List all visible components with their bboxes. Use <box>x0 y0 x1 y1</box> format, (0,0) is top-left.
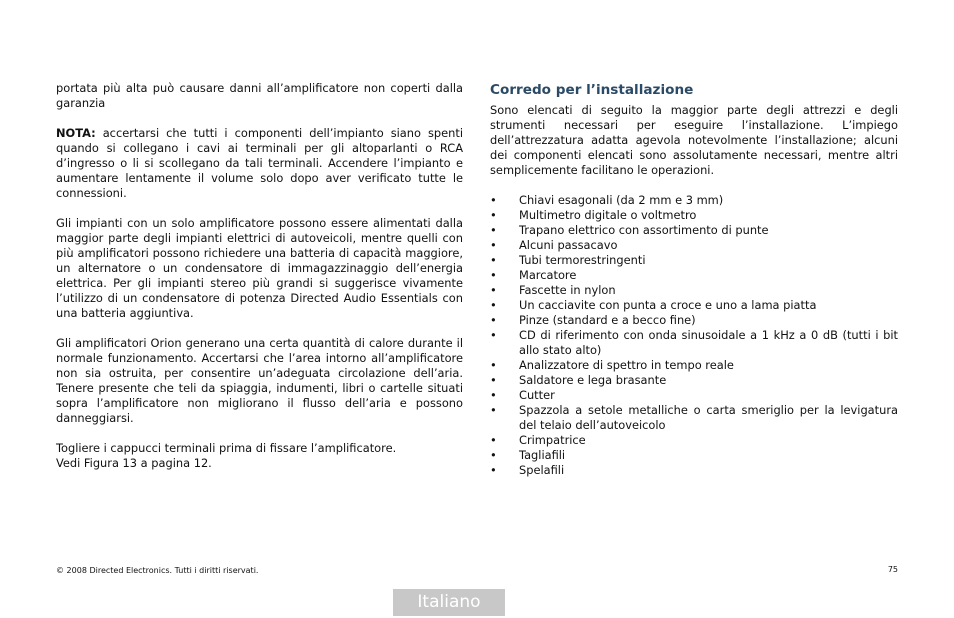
tool-list-item <box>490 403 898 433</box>
bullet-icon: • <box>490 328 497 342</box>
bullet-icon: • <box>490 238 497 252</box>
tool-list-item <box>490 448 898 463</box>
tool-label: Un cacciavite con punta a croce e uno a lama piatta <box>519 298 817 312</box>
bullet-icon: • <box>490 268 497 282</box>
left-column <box>56 81 463 471</box>
tool-label: Crimpatrice <box>519 433 586 447</box>
tool-list-item <box>490 463 898 478</box>
tool-label: Tagliafili <box>519 448 566 462</box>
tool-label: Saldatore e lega brasante <box>519 373 667 387</box>
bullet-icon: • <box>490 448 497 462</box>
bullet-icon: • <box>490 358 497 372</box>
tool-label: Chiavi esagonali (da 2 mm e 3 mm) <box>519 193 724 207</box>
bullet-icon: • <box>490 388 497 402</box>
tool-list-item <box>490 223 898 238</box>
paragraph-terminal-caps <box>56 441 463 471</box>
bullet-icon: • <box>490 193 497 207</box>
paragraph-warranty: portata più alta può causare danni all’amplificatore non coperti dalla garanzia <box>56 81 463 110</box>
bullet-icon: • <box>490 223 497 237</box>
bullet-icon: • <box>490 253 497 267</box>
tool-label: Fascette in nylon <box>519 283 616 297</box>
tool-label: Spelafili <box>519 463 565 477</box>
bullet-icon: • <box>490 298 497 312</box>
tool-list-item <box>490 373 898 388</box>
bullet-icon: • <box>490 403 497 417</box>
tool-label: Marcatore <box>519 268 577 282</box>
tool-list-item <box>490 328 898 358</box>
section-title: Corredo per l’installazione <box>490 82 694 98</box>
tool-list-item <box>490 388 898 403</box>
tools-list <box>490 193 898 478</box>
tool-list-item <box>490 313 898 328</box>
tool-list-item <box>490 358 898 373</box>
right-column <box>490 81 898 478</box>
note-text: accertarsi che tutti i componenti dell’impianto siano spenti quando si collegano i cavi ai terminali per gli altoparlanti o RCA d’ingresso o li si scollegano da tali terminali. Accendere l’impianto e aumentare lentamente il volume solo dopo aver verificato tutte le connessioni. <box>56 126 463 200</box>
tool-list-item <box>490 268 898 283</box>
bullet-icon: • <box>490 208 497 222</box>
bullet-icon: • <box>490 373 497 387</box>
tool-label: Cutter <box>519 388 555 402</box>
tool-label: CD di riferimento con onda sinusoidale a 1 kHz a 0 dB (tutti i bit allo stato alto) <box>519 328 898 357</box>
tool-label: Pinze (standard e a becco fine) <box>519 313 696 327</box>
paragraph-power-supply: Gli impianti con un solo amplificatore possono essere alimentati dalla maggior parte degli impianti elettrici di autoveicoli, mentre quelli con più amplificatori possono richiedere una batteria di capacità maggiore, un alternatore o un condensatore di immagazzinaggio dell’energia elettrica. Per gli impianti stereo più grandi si suggerisce vivamente l’utilizzo di un condensatore di potenza Directed Audio Essentials con una batteria aggiuntiva. <box>56 216 463 320</box>
tool-label: Multimetro digitale o voltmetro <box>519 208 697 222</box>
note-label: NOTA: <box>56 126 96 140</box>
tool-list-item <box>490 238 898 253</box>
tool-label: Alcuni passacavo <box>519 238 618 252</box>
bullet-icon: • <box>490 463 497 477</box>
paragraph-tools-intro: Sono elencati di seguito la maggior parte degli attrezzi e degli strumenti necessari per eseguire l’installazione. L’impiego dell’attrezzatura adatta agevola notevolmente l’installazione; alcuni dei componenti elencati sono assolutamente necessari, mentre altri semplicemente facilitano le operazioni. <box>490 103 898 177</box>
page-number: 75 <box>887 565 898 574</box>
tool-list-item <box>490 433 898 448</box>
bullet-icon: • <box>490 283 497 297</box>
figure-reference: Vedi Figura 13 a pagina 12. <box>56 456 212 470</box>
tool-list-item <box>490 208 898 223</box>
tool-list-item <box>490 283 898 298</box>
tool-label: Spazzola a setole metalliche o carta smeriglio per la levigatura del telaio dell’autoveicolo <box>519 403 898 432</box>
tool-list-item <box>490 298 898 313</box>
bullet-icon: • <box>490 313 497 327</box>
terminal-caps-line: Togliere i cappucci terminali prima di fissare l’amplificatore. <box>56 441 397 455</box>
tool-label: Analizzatore di spettro in tempo reale <box>519 358 734 372</box>
tool-label: Trapano elettrico con assortimento di punte <box>519 223 769 237</box>
bullet-icon: • <box>490 433 497 447</box>
language-tab: Italiano <box>393 589 505 616</box>
copyright-notice: © 2008 Directed Electronics. Tutti i diritti riservati. <box>56 566 259 575</box>
tool-list-item <box>490 193 898 208</box>
tool-list-item <box>490 253 898 268</box>
paragraph-heat: Gli amplificatori Orion generano una certa quantità di calore durante il normale funzionamento. Accertarsi che l’area intorno all’amplificatore non sia ostruita, per consentire un’adeguata circolazione dell’aria. Tenere presente che teli da spiaggia, indumenti, libri o cartelle situati sopra l’amplificatore non migliorano il flusso dell’aria e possono danneggiarsi. <box>56 336 463 425</box>
tool-label: Tubi termorestringenti <box>519 253 646 267</box>
paragraph-note <box>56 126 463 201</box>
